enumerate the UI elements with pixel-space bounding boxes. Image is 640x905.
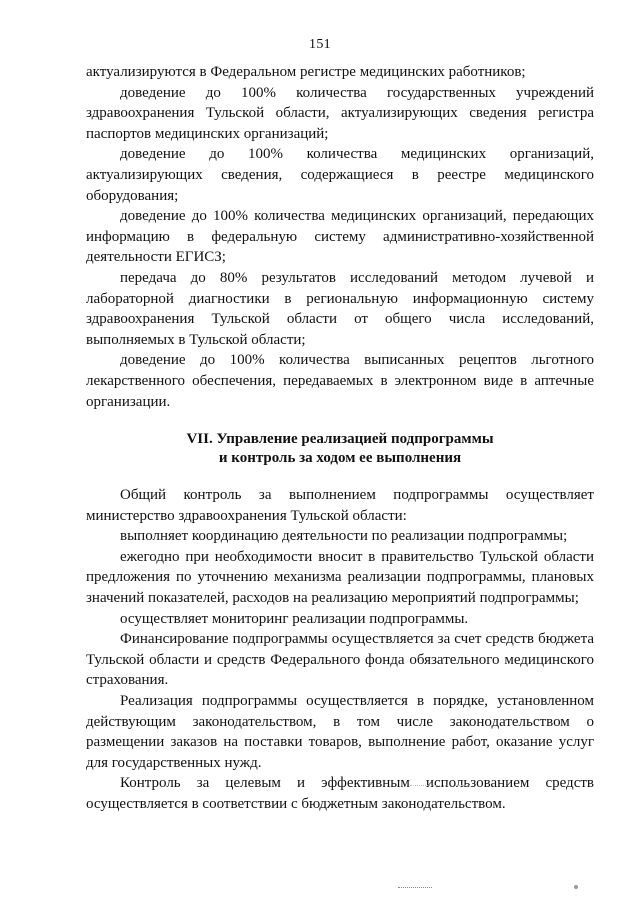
scan-artifact <box>574 885 578 889</box>
section-heading <box>86 430 594 468</box>
section-heading-line-1: VII. Управление реализацией подпрограммы <box>186 431 494 448</box>
scan-artifact <box>410 785 470 796</box>
paragraph-list-item: осуществляет мониторинг реализации подпрограммы. <box>120 610 469 627</box>
paragraph-list-item: доведение до 100% количества государственных учреждений здравоохранения Тульской области, актуализирующих сведения регистра паспортов медицинских организаций; <box>86 84 594 142</box>
paragraph: Финансирование подпрограммы осуществляется за счет средств бюджета Тульской области и средств Федерального фонда обязательного медицинского страхования. <box>86 631 594 689</box>
paragraph-list-item: доведение до 100% количества медицинских организаций, передающих информацию в федеральную систему административно-хозяйственной деятельности ЕГИСЗ; <box>86 208 594 266</box>
scan-artifact <box>398 887 432 890</box>
paragraph-list-item: доведение до 100% количества выписанных рецептов льготного лекарственного обеспечения, передаваемых в электронном виде в аптечные организации. <box>86 352 594 410</box>
paragraph-continuation: актуализируются в Федеральном регистре медицинских работников; <box>86 64 526 80</box>
paragraph-list-item: передача до 80% результатов исследований методом лучевой и лабораторной диагностики в региональную информационную систему здравоохранения Тульской области от общего числа исследований, выполняемых в Тульской области; <box>86 269 594 348</box>
paragraph-list-item: доведение до 100% количества медицинских организаций, актуализирующих сведения, содержащиеся в реестре медицинского оборудования; <box>86 146 594 204</box>
paragraph: Общий контроль за выполнением подпрограммы осуществляет министерство здравоохранения Тульской области: <box>86 487 594 524</box>
paragraph: Контроль за целевым и эффективным использованием средств осуществляется в соответствии с бюджетным законодательством. <box>86 775 594 812</box>
paragraph: Реализация подпрограммы осуществляется в порядке, установленном действующим законодательством, в том числе законодательством о размещении заказов на поставки товаров, выполнение работ, оказание услуг для государственных нужд. <box>86 693 594 771</box>
page-number: 151 <box>309 37 331 52</box>
page-body <box>86 62 594 815</box>
paragraph-list-item: выполняет координацию деятельности по реализации подпрограммы; <box>120 528 568 545</box>
paragraph-list-item: ежегодно при необходимости вносит в правительство Тульской области предложения по уточнению механизма реализации подпрограммы, плановых значений показателей, расходов на реализацию мероприятий подпрограммы; <box>86 548 594 607</box>
section-heading-line-2: и контроль за ходом ее выполнения <box>218 450 462 467</box>
